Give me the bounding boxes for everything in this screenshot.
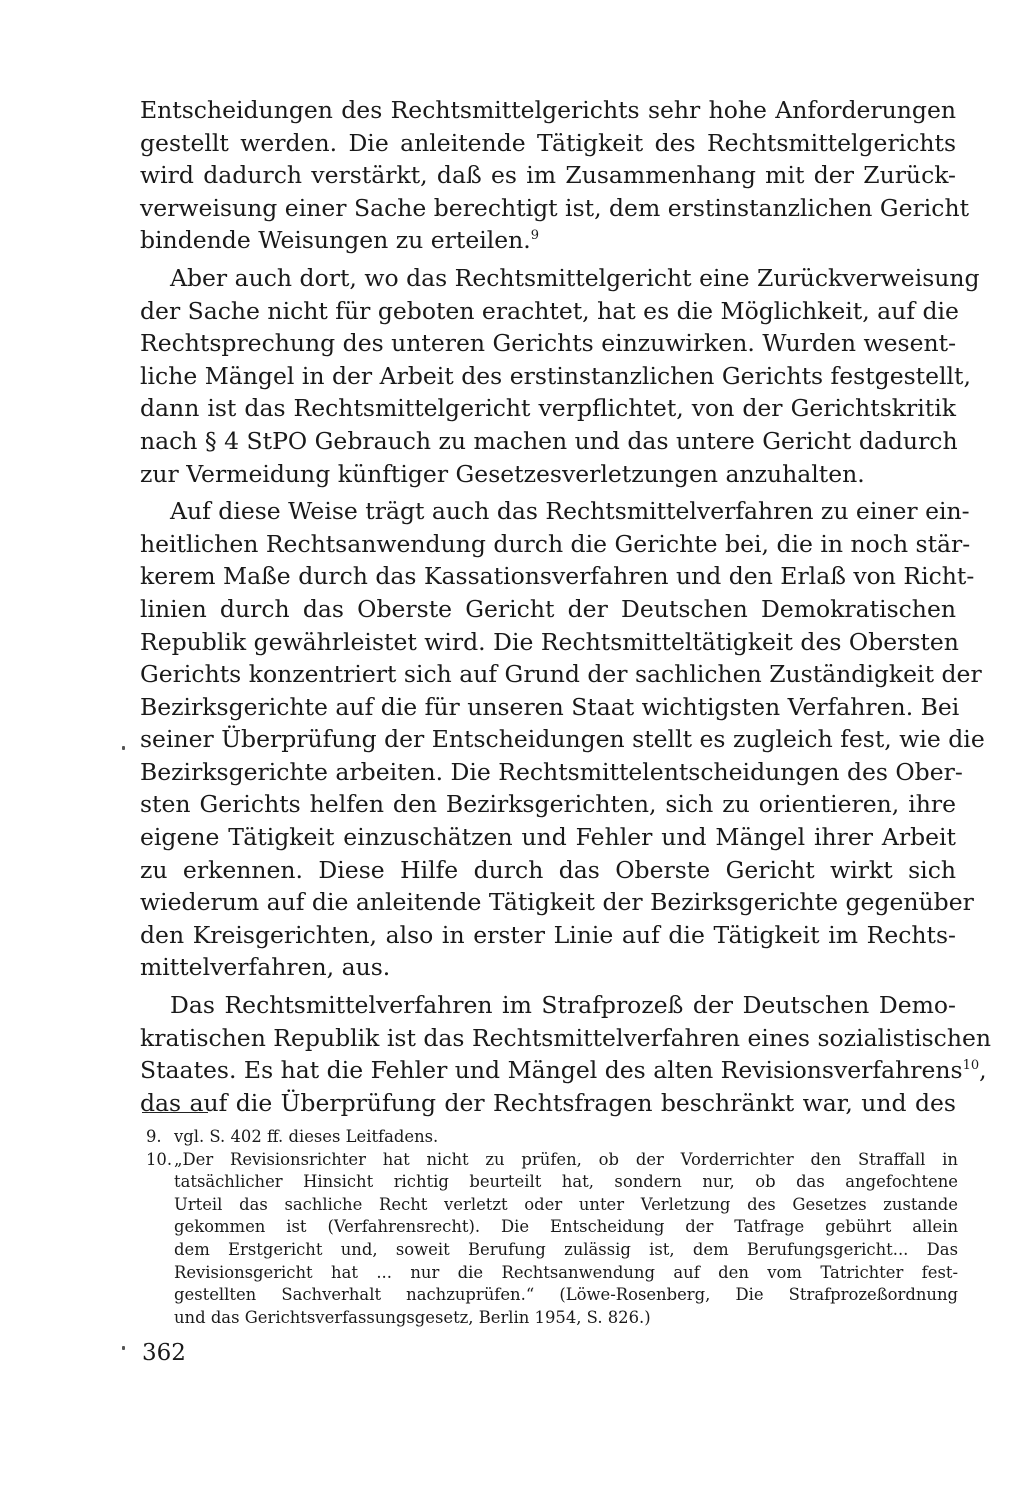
page-body <box>140 94 992 1119</box>
text-line: zur Vermeidung künftiger Gesetzesverletzungen anzuhalten. <box>140 459 865 488</box>
text-line: kratischen Republik ist das Rechtsmittelverfahren eines sozialistischen <box>140 1023 992 1052</box>
text-line-content: bindende Weisungen zu erteilen. <box>140 226 531 255</box>
paragraph-1 <box>140 94 970 257</box>
footnote-line: tatsächlicher Hinsicht richtig beurteilt hat, sondern nur, ob das angefochtene <box>174 1172 958 1192</box>
footnote-ref-10: 10 <box>962 1058 980 1074</box>
text-line: kerem Maße durch das Kassationsverfahren und den Erlaß von Richt- <box>140 562 975 591</box>
footnotes <box>140 1126 958 1329</box>
text-line: dann ist das Rechtsmittelgericht verpflichtet, von der Gerichtskritik <box>140 394 956 423</box>
text-line: nach § 4 StPO Gebrauch zu machen und das untere Gericht dadurch <box>140 426 958 455</box>
paragraph-2 <box>140 262 980 490</box>
text-line: mittelverfahren, aus. <box>140 953 391 982</box>
punctuation: , <box>979 1056 987 1085</box>
text-line: sten Gerichts helfen den Bezirksgerichten, sich zu orientieren, ihre <box>140 790 956 819</box>
text-line: liche Mängel in der Arbeit des erstinstanzlichen Gerichts festgestellt, <box>140 361 971 390</box>
text-line: verweisung einer Sache berechtigt ist, dem erstinstanzlichen Gericht <box>140 193 970 222</box>
text-line: zu erkennen. Diese Hilfe durch das Oberste Gericht wirkt sich <box>140 855 956 884</box>
page-number: 362 <box>142 1340 186 1366</box>
text-line <box>140 224 956 257</box>
text-line: Republik gewährleistet wird. Die Rechtsmitteltätigkeit des Obersten <box>140 627 959 656</box>
text-line: Entscheidungen des Rechtsmittelgerichts sehr hohe Anforderungen <box>140 96 956 124</box>
footnote-ref-9: 9 <box>530 228 540 244</box>
text-line: eigene Tätigkeit einzuschätzen und Fehler und Mängel ihrer Arbeit <box>140 823 956 852</box>
footnote-number: 10. <box>146 1149 173 1169</box>
text-line: Das Rechtsmittelverfahren im Strafprozeß der Deutschen Demo- <box>170 991 956 1020</box>
footnote-line: „Der Revisionsrichter hat nicht zu prüfen, ob der Vorderrichter den Straffall in <box>174 1149 958 1169</box>
footnote-line: und das Gerichtsverfassungsgesetz, Berlin 1954, S. 826.) <box>174 1307 651 1327</box>
text-line: Gerichts konzentriert sich auf Grund der sachlichen Zuständigkeit der <box>140 660 982 689</box>
scan-speck <box>122 1346 125 1350</box>
text-line: heitlichen Rechtsanwendung durch die Gerichte bei, die in noch stär- <box>140 529 971 558</box>
text-line: seiner Überprüfung der Entscheidungen stellt es zugleich fest, wie die <box>140 725 985 754</box>
footnote-line: vgl. S. 402 ff. dieses Leitfadens. <box>174 1127 439 1146</box>
footnote-line: Urteil das sachliche Recht verletzt oder unter Verletzung des Gesetzes zustande <box>174 1194 958 1214</box>
footnote-line: dem Erstgericht und, soweit Berufung zulässig ist, dem Berufungsgericht... Das <box>174 1239 958 1259</box>
text-line: Aber auch dort, wo das Rechtsmittelgericht eine Zurückverweisung <box>170 263 980 292</box>
text-line: Bezirksgerichte arbeiten. Die Rechtsmittelentscheidungen des Ober- <box>140 757 963 786</box>
text-line-content: Staates. Es hat die Fehler und Mängel des alten Revisionsverfahrens <box>140 1056 963 1085</box>
text-line: linien durch das Oberste Gericht der Deutschen Demokratischen <box>140 594 956 623</box>
footnote-line: gestellten Sachverhalt nachzuprüfen.“ (Löwe-Rosenberg, Die Strafprozeßordnung <box>174 1285 958 1305</box>
text-line: der Sache nicht für geboten erachtet, hat es die Möglichkeit, auf die <box>140 296 959 325</box>
text-line: Bezirksgerichte auf die für unseren Staat wichtigsten Verfahren. Bei <box>140 692 960 721</box>
text-line: gestellt werden. Die anleitende Tätigkeit des Rechtsmittelgerichts <box>140 128 956 157</box>
footnote-number: 9. <box>146 1127 162 1146</box>
text-line: Auf diese Weise trägt auch das Rechtsmittelverfahren zu einer ein- <box>170 497 970 526</box>
footnote-divider <box>142 1112 208 1113</box>
scan-speck <box>122 746 125 750</box>
paragraph-3 <box>140 495 985 984</box>
text-line: den Kreisgerichten, also in erster Linie auf die Tätigkeit im Rechts- <box>140 920 956 949</box>
footnote-line: gekommen ist (Verfahrensrecht). Die Entscheidung der Tatfrage gebührt allein <box>174 1217 958 1237</box>
text-line: wird dadurch verstärkt, daß es im Zusammenhang mit der Zurück- <box>140 161 956 190</box>
text-line <box>140 1054 987 1087</box>
footnote-10 <box>140 1149 958 1330</box>
text-line: das auf die Überprüfung der Rechtsfragen beschränkt war, und des <box>140 1088 956 1117</box>
text-line: wiederum auf die anleitende Tätigkeit der Bezirksgerichte gegenüber <box>140 888 974 917</box>
footnote-9 <box>140 1126 958 1149</box>
text-line: Rechtsprechung des unteren Gerichts einzuwirken. Wurden wesent- <box>140 329 957 358</box>
paragraph-4 <box>140 989 992 1119</box>
footnote-line: Revisionsgericht hat ... nur die Rechtsanwendung auf den vom Tatrichter fest- <box>174 1262 958 1282</box>
